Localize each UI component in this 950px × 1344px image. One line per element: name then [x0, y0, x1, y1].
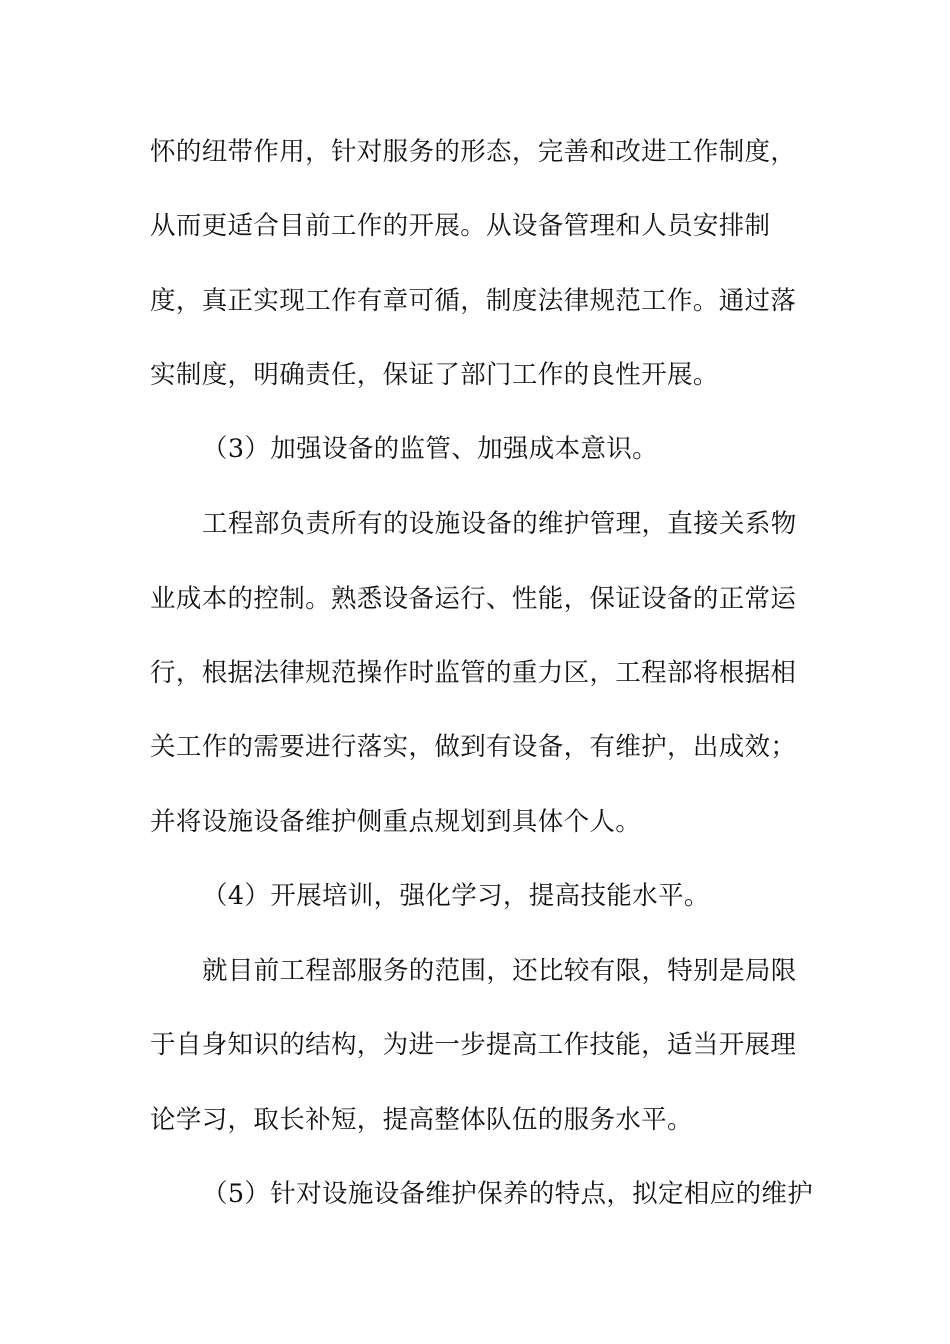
- text-line: 于自身知识的结构，为进一步提高工作技能，适当开展理: [150, 1030, 797, 1060]
- section-heading-3: （3）加强设备的监管、加强成本意识。: [202, 434, 659, 464]
- section-heading-5: （5）针对设施设备维护保养的特点，拟定相应的维护: [202, 1179, 814, 1209]
- text-line: 度，真正实现工作有章可循，制度法律规范工作。通过落: [150, 286, 797, 316]
- text-line: 关工作的需要进行落实，做到有设备，有维护，出成效；: [150, 732, 797, 762]
- text-line: 业成本的控制。熟悉设备运行、性能，保证设备的正常运: [150, 584, 797, 614]
- text-line: 论学习，取长补短，提高整体队伍的服务水平。: [150, 1105, 693, 1135]
- text-line: 行，根据法律规范操作时监管的重力区，工程部将根据相: [150, 658, 797, 688]
- text-line: 怀的纽带作用，针对服务的形态，完善和改进工作制度，: [150, 137, 797, 167]
- paragraph-first-line: 工程部负责所有的设施设备的维护管理，直接关系物: [202, 509, 797, 539]
- text-line: 从而更适合目前工作的开展。从设备管理和人员安排制: [150, 211, 771, 241]
- text-line: 并将设施设备维护侧重点规划到具体个人。: [150, 807, 642, 837]
- paragraph-first-line: 就目前工程部服务的范围，还比较有限，特别是局限: [202, 956, 797, 986]
- text-line: 实制度，明确责任，保证了部门工作的良性开展。: [150, 360, 719, 390]
- section-heading-4: （4）开展培训，强化学习，提高技能水平。: [202, 881, 710, 911]
